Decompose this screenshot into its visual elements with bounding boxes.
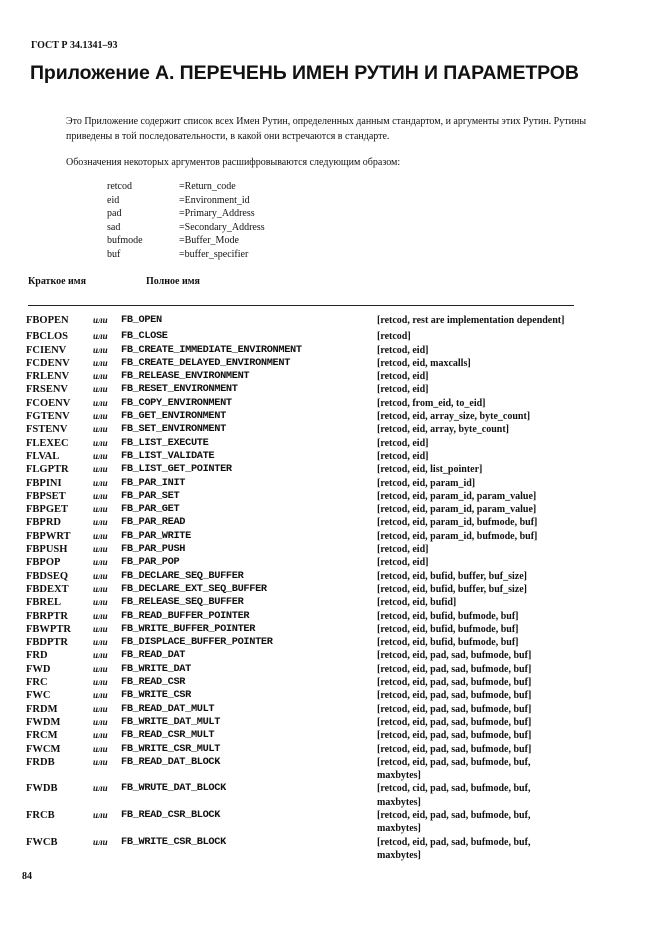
table-row [26, 330, 586, 343]
routine-short-name: FWDM [26, 716, 61, 728]
routine-params: [retcod, eid, param_id, bufmode, buf] [377, 517, 538, 529]
routine-params: [retcod, eid, param_id] [377, 477, 476, 489]
table-row [26, 623, 586, 636]
abbreviation-legend [107, 180, 265, 261]
table-row [26, 743, 586, 756]
routine-params: [retcod, cid, pad, sad, bufmode, buf, maxbytes] [377, 783, 531, 808]
or-label: или [93, 397, 108, 408]
or-label: или [93, 530, 108, 541]
legend-full: =Secondary_Address [179, 221, 265, 233]
routine-short-name: FRDB [26, 756, 55, 768]
routine-params: [retcod, eid, bufid] [377, 597, 457, 609]
table-row [26, 437, 586, 450]
legend-abbr: retcod [107, 181, 132, 192]
or-label: или [93, 424, 108, 435]
routine-params: [retcod, eid] [377, 371, 429, 383]
routine-params: [retcod, eid, pad, sad, bufmode, buf, maxbytes] [377, 756, 531, 782]
table-row [26, 809, 586, 836]
routine-params: [retcod, eid] [377, 450, 429, 462]
routine-short-name: FWC [26, 690, 51, 702]
routine-full-name: FB_PAR_SET [121, 489, 180, 502]
table-row [26, 610, 586, 623]
table-row [26, 530, 586, 543]
routine-short-name: FBPGET [26, 504, 69, 516]
routine-full-name: FB_WRITE_CSR_BLOCK [121, 835, 226, 848]
routine-full-name: FB_PAR_POP [121, 556, 180, 569]
or-label: или [93, 690, 108, 701]
or-label: или [93, 344, 108, 355]
routine-full-name: FB_LIST_EXECUTE [121, 436, 209, 449]
or-label: или [93, 610, 108, 621]
routine-short-name: FWD [26, 663, 51, 675]
routine-short-name: FWDB [26, 783, 58, 795]
or-label: или [93, 464, 108, 475]
routine-full-name: FB_PAR_WRITE [121, 529, 191, 542]
routine-params: [retcod, eid, maxcalls] [377, 357, 471, 369]
table-row [26, 782, 586, 809]
routine-full-name: FB_LIST_VALIDATE [121, 449, 215, 462]
routine-short-name: FBDSEQ [26, 570, 69, 582]
routine-full-name: FB_LIST_GET_POINTER [121, 463, 232, 476]
or-label: или [93, 583, 108, 594]
page-number: 84 [22, 871, 32, 882]
routine-params: [retcod, eid, array, byte_count] [377, 424, 510, 436]
legend-abbr: bufmode [107, 235, 143, 246]
legend-row [107, 207, 265, 221]
table-row [26, 596, 586, 609]
table-row [26, 503, 586, 516]
routine-params: [retcod, eid, bufid, buffer, buf_size] [377, 583, 527, 595]
routine-short-name: FBPWRT [26, 530, 71, 542]
routine-full-name: FB_READ_CSR_MULT [121, 729, 215, 742]
legend-full: =Environment_id [179, 194, 250, 206]
table-row [26, 676, 586, 689]
table-row [26, 663, 586, 676]
table-row [26, 370, 586, 383]
legend-abbr: sad [107, 221, 121, 233]
legend-row [107, 221, 265, 235]
or-label: или [93, 623, 108, 634]
or-label: или [93, 544, 108, 555]
routine-short-name: FBPINI [26, 477, 62, 489]
routine-short-name: FWCB [26, 836, 58, 848]
or-label: или [93, 450, 108, 461]
routine-params: [retcod, from_eid, to_eid] [377, 397, 486, 409]
routine-full-name: FB_READ_BUFFER_POINTER [121, 609, 250, 622]
routine-short-name: FCOENV [26, 397, 71, 409]
routine-full-name: FB_RESET_ENVIRONMENT [121, 383, 238, 396]
legend-abbr: pad [107, 208, 122, 219]
routine-short-name: FRD [26, 650, 48, 662]
routine-full-name: FB_WRITE_CSR [121, 689, 191, 702]
or-label: или [93, 730, 108, 741]
table-row [26, 649, 586, 662]
routine-short-name: FRDM [26, 703, 58, 715]
or-label: или [93, 411, 108, 422]
table-row [26, 490, 586, 503]
routine-full-name: FB_CREATE_DELAYED_ENVIRONMENT [121, 356, 291, 369]
legend-full: =Primary_Address [179, 208, 255, 219]
legend-row [107, 234, 265, 248]
routine-params: [retcod, eid, array_size, byte_count] [377, 411, 531, 423]
or-label: или [93, 637, 108, 648]
routine-params: [retcod, eid, pad, sad, bufmode, buf] [377, 650, 532, 662]
routine-short-name: FGTENV [26, 411, 70, 423]
routine-full-name: FB_GET_ENVIRONMENT [121, 410, 226, 423]
routine-params: [retcod, rest are implementation dependent] [377, 315, 565, 326]
table-row [26, 344, 586, 357]
routine-params: [retcod, eid, pad, sad, bufmode, buf] [377, 663, 532, 675]
routine-params: [retcod, eid, pad, sad, bufmode, buf] [377, 730, 532, 742]
routine-full-name: FB_OPEN [121, 314, 162, 326]
intro-paragraph: Это Приложение содержит список всех Имен Рутин, определенных данным стандартом, и аргументы этих Рутин. Рутины приведены в той последовательности, в какой они встречаются в стандарте. [66, 116, 587, 142]
table-row [26, 516, 586, 529]
table-row [26, 357, 586, 370]
table-row [26, 703, 586, 716]
routine-full-name: FB_COPY_ENVIRONMENT [121, 396, 232, 409]
routine-full-name: FB_CREATE_IMMEDIATE_ENVIRONMENT [121, 343, 302, 356]
table-row [26, 836, 586, 863]
table-row [26, 410, 586, 423]
or-label: или [93, 557, 108, 568]
legend-intro: Обозначения некоторых аргументов расшифровываются следующим образом: [66, 157, 401, 168]
table-row [26, 729, 586, 742]
routine-params: [retcod, eid, bufid, buffer, buf_size] [377, 570, 527, 582]
table-row [26, 636, 586, 649]
routine-short-name: FLVAL [26, 450, 60, 462]
legend-full: =Return_code [179, 181, 236, 192]
or-label: или [93, 517, 108, 528]
routine-full-name: FB_CLOSE [121, 330, 168, 343]
routine-full-name: FB_RELEASE_ENVIRONMENT [121, 370, 250, 383]
routine-full-name: FB_PAR_READ [121, 516, 186, 529]
routine-params: [retcod, eid] [377, 344, 429, 356]
or-label: или [93, 756, 108, 767]
routine-full-name: FB_READ_DAT [121, 649, 186, 662]
routine-params: [retcod, eid] [377, 384, 429, 396]
or-label: или [93, 650, 108, 661]
routine-short-name: FCDENV [26, 357, 70, 369]
routine-params: [retcod] [377, 331, 411, 343]
routine-short-name: FBPRD [26, 517, 61, 529]
routine-short-name: FBPUSH [26, 544, 68, 556]
page-title: Приложение А. ПЕРЕЧЕНЬ ИМЕН РУТИН И ПАРАМЕТРОВ [30, 62, 579, 84]
routine-params: [retcod, eid, pad, sad, bufmode, buf] [377, 690, 532, 702]
routine-short-name: FBREL [26, 597, 62, 609]
table-rule [28, 305, 574, 306]
table-row [26, 463, 586, 476]
column-header-full: Полное имя [146, 276, 200, 287]
table-row [26, 583, 586, 596]
or-label: или [93, 703, 108, 714]
routine-full-name: FB_DECLARE_EXT_SEQ_BUFFER [121, 582, 267, 595]
routine-short-name: FBWPTR [26, 623, 71, 635]
table-row [26, 556, 586, 569]
routine-params: [retcod, eid] [377, 544, 429, 556]
routine-params: [retcod, eid, bufid, bufmode, buf] [377, 610, 519, 622]
routine-params: [retcod, eid, pad, sad, bufmode, buf, maxbytes] [377, 809, 531, 835]
routine-full-name: FB_WRUTE_DAT_BLOCK [121, 782, 226, 795]
or-label: или [93, 570, 108, 581]
routine-short-name: FRCM [26, 730, 58, 742]
legend-row [107, 194, 265, 208]
or-label: или [93, 315, 108, 325]
routine-params: [retcod, eid, pad, sad, bufmode, buf] [377, 743, 532, 755]
table-row [26, 756, 586, 783]
legend-full: =Buffer_Mode [179, 235, 239, 246]
or-label: или [93, 809, 108, 820]
legend-row [107, 180, 265, 194]
routine-table [26, 314, 586, 862]
or-label: или [93, 663, 108, 674]
document-header: ГОСТ Р 34.1341–93 [31, 40, 118, 51]
routine-short-name: FBOPEN [26, 315, 69, 326]
table-row [26, 570, 586, 583]
legend-row [107, 248, 265, 262]
or-label: или [93, 597, 108, 608]
or-label: или [93, 504, 108, 515]
routine-full-name: FB_RELEASE_SEQ_BUFFER [121, 596, 244, 609]
routine-short-name: FBDEXT [26, 583, 69, 595]
routine-short-name: FCIENV [26, 344, 67, 356]
table-row [26, 423, 586, 436]
routine-params: [retcod, eid, list_pointer] [377, 464, 483, 476]
routine-short-name: FBDPTR [26, 637, 68, 649]
routine-short-name: FLGPTR [26, 464, 69, 476]
or-label: или [93, 357, 108, 368]
routine-params: [retcod, eid] [377, 437, 429, 449]
routine-short-name: FRSENV [26, 384, 69, 396]
table-row [26, 477, 586, 490]
routine-full-name: FB_PAR_GET [121, 503, 180, 516]
or-label: или [93, 716, 108, 727]
legend-abbr: buf [107, 248, 121, 260]
legend-full: =buffer_specifier [179, 248, 249, 260]
or-label: или [93, 836, 108, 847]
routine-full-name: FB_DECLARE_SEQ_BUFFER [121, 569, 244, 582]
routine-short-name: FBPOP [26, 557, 61, 569]
column-header-short: Краткое имя [28, 276, 87, 287]
table-row [26, 543, 586, 556]
or-label: или [93, 331, 108, 342]
table-row [26, 716, 586, 729]
routine-params: [retcod, eid, pad, sad, bufmode, buf, maxbytes] [377, 836, 531, 861]
or-label: или [93, 437, 108, 448]
routine-short-name: FWCM [26, 743, 61, 755]
or-label: или [93, 371, 108, 382]
routine-full-name: FB_WRITE_DAT_MULT [121, 715, 221, 728]
table-row [26, 689, 586, 702]
routine-full-name: FB_READ_CSR_BLOCK [121, 808, 221, 821]
table-row [26, 450, 586, 463]
routine-short-name: FSTENV [26, 424, 68, 436]
routine-params: [retcod, eid, param_id, bufmode, buf] [377, 530, 538, 542]
routine-full-name: FB_READ_DAT_BLOCK [121, 755, 221, 768]
routine-params: [retcod, eid] [377, 557, 429, 569]
table-row [26, 314, 586, 327]
routine-full-name: FB_DISPLACE_BUFFER_POINTER [121, 636, 273, 649]
routine-full-name: FB_WRITE_CSR_MULT [121, 742, 221, 755]
table-row [26, 397, 586, 410]
routine-short-name: FBRPTR [26, 610, 68, 622]
routine-short-name: FRCB [26, 809, 55, 821]
or-label: или [93, 743, 108, 754]
or-label: или [93, 384, 108, 395]
routine-full-name: FB_WRITE_BUFFER_POINTER [121, 622, 256, 635]
routine-short-name: FBCLOS [26, 331, 69, 343]
routine-params: [retcod, eid, pad, sad, bufmode, buf] [377, 677, 532, 689]
routine-short-name: FBPSET [26, 490, 66, 502]
or-label: или [93, 490, 108, 501]
routine-full-name: FB_PAR_INIT [121, 476, 186, 489]
legend-abbr: eid [107, 194, 120, 206]
routine-params: [retcod, eid, bufid, bufmode, buf] [377, 623, 519, 635]
routine-params: [retcod, eid, bufid, bufmode, buf] [377, 637, 519, 649]
routine-params: [retcod, eid, param_id, param_value] [377, 504, 537, 516]
routine-full-name: FB_READ_DAT_MULT [121, 702, 215, 715]
table-row [26, 383, 586, 396]
routine-full-name: FB_SET_ENVIRONMENT [121, 423, 226, 436]
routine-params: [retcod, eid, param_id, param_value] [377, 490, 537, 502]
routine-short-name: FLEXEC [26, 437, 69, 449]
or-label: или [93, 477, 108, 488]
routine-full-name: FB_WRITE_DAT [121, 662, 191, 675]
routine-full-name: FB_PAR_PUSH [121, 543, 186, 556]
routine-params: [retcod, eid, pad, sad, bufmode, buf] [377, 716, 532, 728]
routine-short-name: FRC [26, 677, 48, 689]
routine-short-name: FRLENV [26, 371, 70, 383]
routine-full-name: FB_READ_CSR [121, 676, 186, 689]
or-label: или [93, 677, 108, 688]
routine-params: [retcod, eid, pad, sad, bufmode, buf] [377, 703, 532, 715]
or-label: или [93, 783, 108, 794]
